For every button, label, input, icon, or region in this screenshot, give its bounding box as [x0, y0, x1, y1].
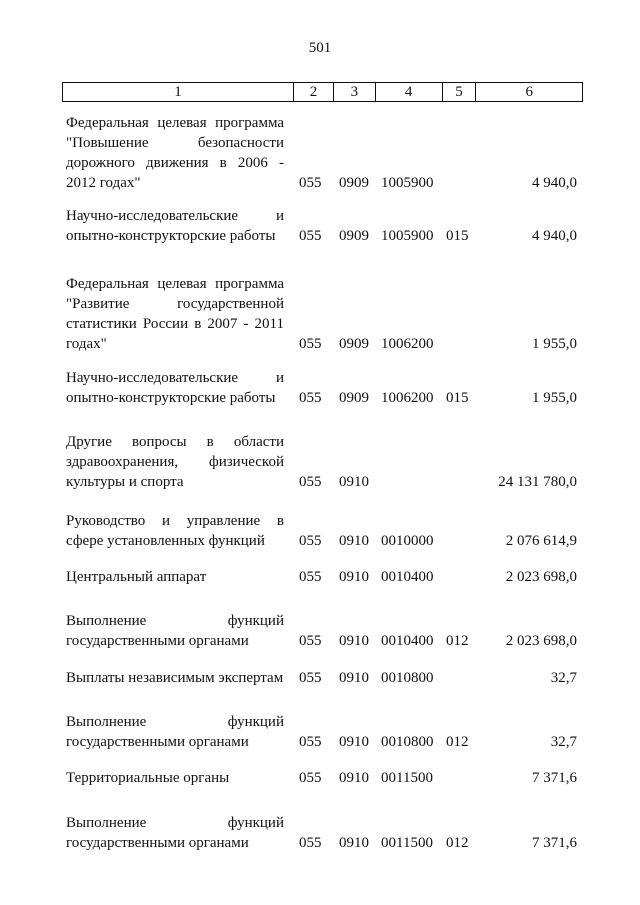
row-code-section: 0909: [339, 336, 369, 352]
row-code-target: 0010800: [381, 734, 434, 750]
row-code-ministry: 055: [299, 336, 322, 352]
table-row: [0, 432, 640, 492]
row-amount: 1 955,0: [532, 390, 577, 406]
row-description: Федеральная целевая программа "Повышение безопасности дорожного движения в 2006 - 2012 годах": [66, 115, 284, 191]
table-row: [0, 274, 640, 354]
header-cell-5: 5: [443, 83, 477, 101]
row-amount: 1 955,0: [532, 336, 577, 352]
row-code-expense: 012: [446, 835, 469, 851]
row-code-ministry: 055: [299, 835, 322, 851]
row-code-ministry: 055: [299, 569, 322, 585]
row-amount: 2 023 698,0: [505, 569, 577, 585]
row-code-section: 0909: [339, 390, 369, 406]
row-amount: 24 131 780,0: [498, 474, 577, 490]
row-code-expense: 015: [446, 228, 469, 244]
row-code-target: 0010000: [381, 533, 434, 549]
row-code-section: 0910: [339, 474, 369, 490]
table-header: [62, 82, 583, 102]
row-description: Выполнение функций государственными органами: [66, 613, 284, 649]
table-row: [0, 712, 640, 752]
row-description: Выплаты независимым экспертам: [66, 670, 284, 686]
row-code-target: 0010400: [381, 569, 434, 585]
row-description: Федеральная целевая программа "Развитие государственной статистики России в 2007 - 2011 годах": [66, 276, 284, 352]
row-code-target: 0011500: [381, 835, 433, 851]
page-number: 501: [308, 40, 332, 56]
table-row: [0, 368, 640, 408]
table-row: [0, 206, 640, 246]
row-code-ministry: 055: [299, 228, 322, 244]
row-code-section: 0909: [339, 228, 369, 244]
row-description: Другие вопросы в области здравоохранения, физической культуры и спорта: [66, 434, 284, 490]
row-description: Научно-исследовательские и опытно-конструкторские работы: [66, 208, 284, 244]
row-code-expense: 012: [446, 734, 469, 750]
row-amount: 4 940,0: [532, 175, 577, 191]
row-amount: 2 023 698,0: [505, 633, 577, 649]
row-code-ministry: 055: [299, 474, 322, 490]
row-code-expense: 012: [446, 633, 469, 649]
header-cell-4: 4: [376, 83, 443, 101]
header-cell-6: 6: [525, 83, 533, 100]
row-code-section: 0909: [339, 175, 369, 191]
row-code-ministry: 055: [299, 175, 322, 191]
table-row: [0, 668, 640, 688]
row-code-target: 0010400: [381, 633, 434, 649]
row-code-ministry: 055: [299, 770, 322, 786]
row-code-section: 0910: [339, 633, 369, 649]
row-code-ministry: 055: [299, 533, 322, 549]
header-cell-2: 2: [294, 83, 334, 101]
row-code-ministry: 055: [299, 633, 322, 649]
row-amount: 2 076 614,9: [505, 533, 577, 549]
row-code-target: 1005900: [381, 175, 434, 191]
row-code-ministry: 055: [299, 670, 322, 686]
row-code-ministry: 055: [299, 390, 322, 406]
table-row: [0, 813, 640, 853]
row-code-target: 0010800: [381, 670, 434, 686]
row-description: Выполнение функций государственными органами: [66, 714, 284, 750]
row-code-ministry: 055: [299, 734, 322, 750]
row-code-section: 0910: [339, 569, 369, 585]
table-row: [0, 567, 640, 587]
row-description: Территориальные органы: [66, 770, 230, 786]
row-amount: 32,7: [550, 734, 577, 750]
row-code-section: 0910: [339, 835, 369, 851]
row-description: Руководство и управление в сфере установленных функций: [66, 513, 284, 549]
row-description: Центральный аппарат: [66, 569, 207, 585]
row-code-expense: 015: [446, 390, 469, 406]
row-code-section: 0910: [339, 533, 369, 549]
row-amount: 4 940,0: [532, 228, 577, 244]
row-amount: 7 371,6: [532, 835, 577, 851]
table-row: [0, 768, 640, 788]
row-code-section: 0910: [339, 670, 369, 686]
table-row: [0, 113, 640, 193]
row-code-target: 0011500: [381, 770, 433, 786]
row-code-target: 1005900: [381, 228, 434, 244]
header-cell-1: 1: [63, 83, 294, 101]
row-code-target: 1006200: [381, 336, 434, 352]
row-amount: 32,7: [550, 670, 577, 686]
table-row: [0, 611, 640, 651]
row-code-section: 0910: [339, 734, 369, 750]
row-description: Выполнение функций государственными органами: [66, 815, 284, 851]
table-row: [0, 511, 640, 551]
row-amount: 7 371,6: [532, 770, 577, 786]
header-cell-3: 3: [334, 83, 376, 101]
row-description: Научно-исследовательские и опытно-конструкторские работы: [66, 370, 284, 406]
row-code-section: 0910: [339, 770, 369, 786]
row-code-target: 1006200: [381, 390, 434, 406]
